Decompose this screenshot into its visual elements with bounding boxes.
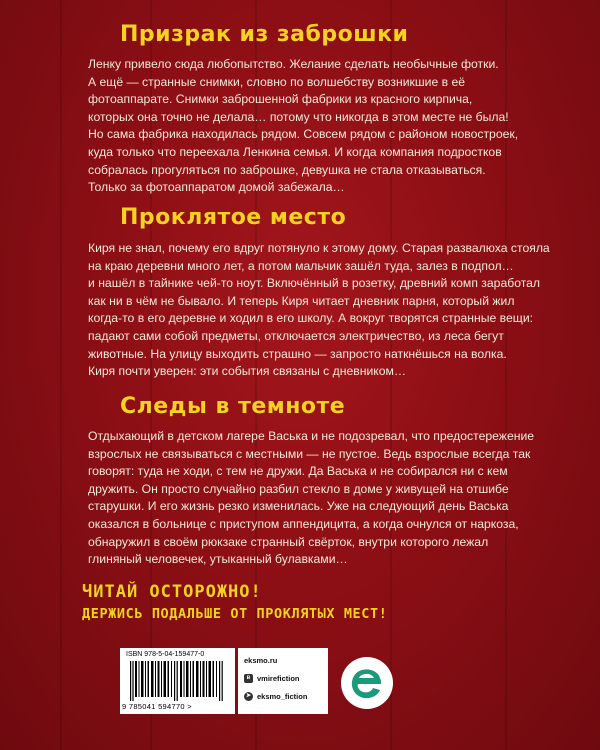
text-line: говорят: туда не ходи, с тем не дружи. Да Васька и не собирался ни с кем (88, 464, 508, 479)
telegram-link[interactable] (244, 692, 307, 701)
eksmo-logo-icon (340, 656, 394, 710)
text-line: глиняный человечек, утыканный булавками… (88, 552, 348, 567)
barcode-digits: 9 785041 594770 > (122, 702, 192, 711)
text-line: как ни в чём не бывало. И теперь Киря читает дневник парня, который жил (88, 293, 515, 308)
text-line: обнаружил в своём рюкзаке странный свёрток, внутри которого лежал (88, 534, 489, 549)
text-line: собралась прогуляться по заброшке, девушка не стала отказываться. (88, 162, 486, 177)
isbn-label: ISBN 978-5-04-159477-0 (126, 651, 205, 658)
vk-icon: в (244, 674, 253, 683)
text-line: Но сама фабрика находилась рядом. Совсем рядом с районом новостроек, (88, 127, 519, 142)
text-line: Только за фотоаппаратом домой забежала… (88, 180, 345, 195)
telegram-icon: ➤ (245, 693, 252, 699)
text-line: А ещё — странные снимки, словно по волшебству возникшие в её (88, 74, 466, 89)
telegram-link-label: eksmo_fiction (257, 692, 308, 701)
section-title-cursed-place: Проклятое место (120, 205, 347, 230)
text-line: и нашёл в тайнике чей-то ноут. Включённый в розетку, древний комп заработал (88, 276, 541, 291)
section-text-ghost (88, 56, 519, 197)
vk-link[interactable] (244, 674, 300, 683)
section-title-dark-traces: Следы в темноте (120, 394, 346, 419)
vk-link-label: vmirefiction (257, 674, 300, 683)
warning-tagline-2: ДЕРЖИСЬ ПОДАЛЬШЕ ОТ ПРОКЛЯТЫХ МЕСТ! (82, 606, 388, 622)
text-line: дружить. Он просто случайно разбил стекло в доме у живущей на отшибе (88, 481, 509, 496)
text-line: фотоаппарате. Снимки заброшенной фабрики из красного кирпича, (88, 92, 473, 107)
text-line: падают сами собой предметы, отключается электричество, из леса бегут (88, 328, 504, 343)
warning-tagline-1: ЧИТАЙ ОСТОРОЖНО! (82, 582, 262, 602)
site-link-label: eksmo.ru (244, 656, 278, 665)
curtain-fold (60, 0, 62, 750)
text-line: оказался в больнице с приступом аппендицита, а когда очнулся от наркоза, (88, 516, 519, 531)
barcode-block (120, 648, 235, 714)
text-line: куда только что переехала Ленкина семья. И когда компания подростков (88, 144, 502, 159)
text-line: которых она точно не делала… потому что никогда в этом месте не была! (88, 109, 509, 124)
text-line: Отдыхающий в детском лагере Васька и не подозревал, что предостережение (88, 429, 535, 443)
text-line: Киря почти уверен: эти события связаны с дневником… (88, 364, 407, 379)
text-line: Киря не знал, почему его вдруг потянуло к этому дому. Старая развалюха стояла (88, 241, 550, 255)
text-line: когда-то в его деревне и ходил в его школу. А вокруг творятся странные вещи: (88, 311, 534, 326)
text-line: старушки. И его жизнь резко изменилась. Уже на следующий день Васька (88, 499, 509, 514)
text-line: животные. На улицу выходить страшно — запросто наткнёшься на волка. (88, 346, 507, 361)
section-text-dark-traces (88, 428, 535, 569)
text-line: на краю деревни много лет, а потом мальчик зашёл туда, залез в подпол… (88, 258, 514, 273)
section-title-ghost: Призрак из заброшки (120, 22, 409, 47)
section-text-cursed-place (88, 240, 550, 381)
text-line: взрослых не связываться с местными — не пустое. Ведь взрослые всегда так (88, 446, 531, 461)
site-link[interactable] (244, 656, 277, 665)
barcode-icon (130, 661, 226, 701)
social-links-block (238, 648, 328, 714)
text-line: Ленку привело сюда любопытство. Желание сделать необычные фотки. (88, 57, 499, 71)
